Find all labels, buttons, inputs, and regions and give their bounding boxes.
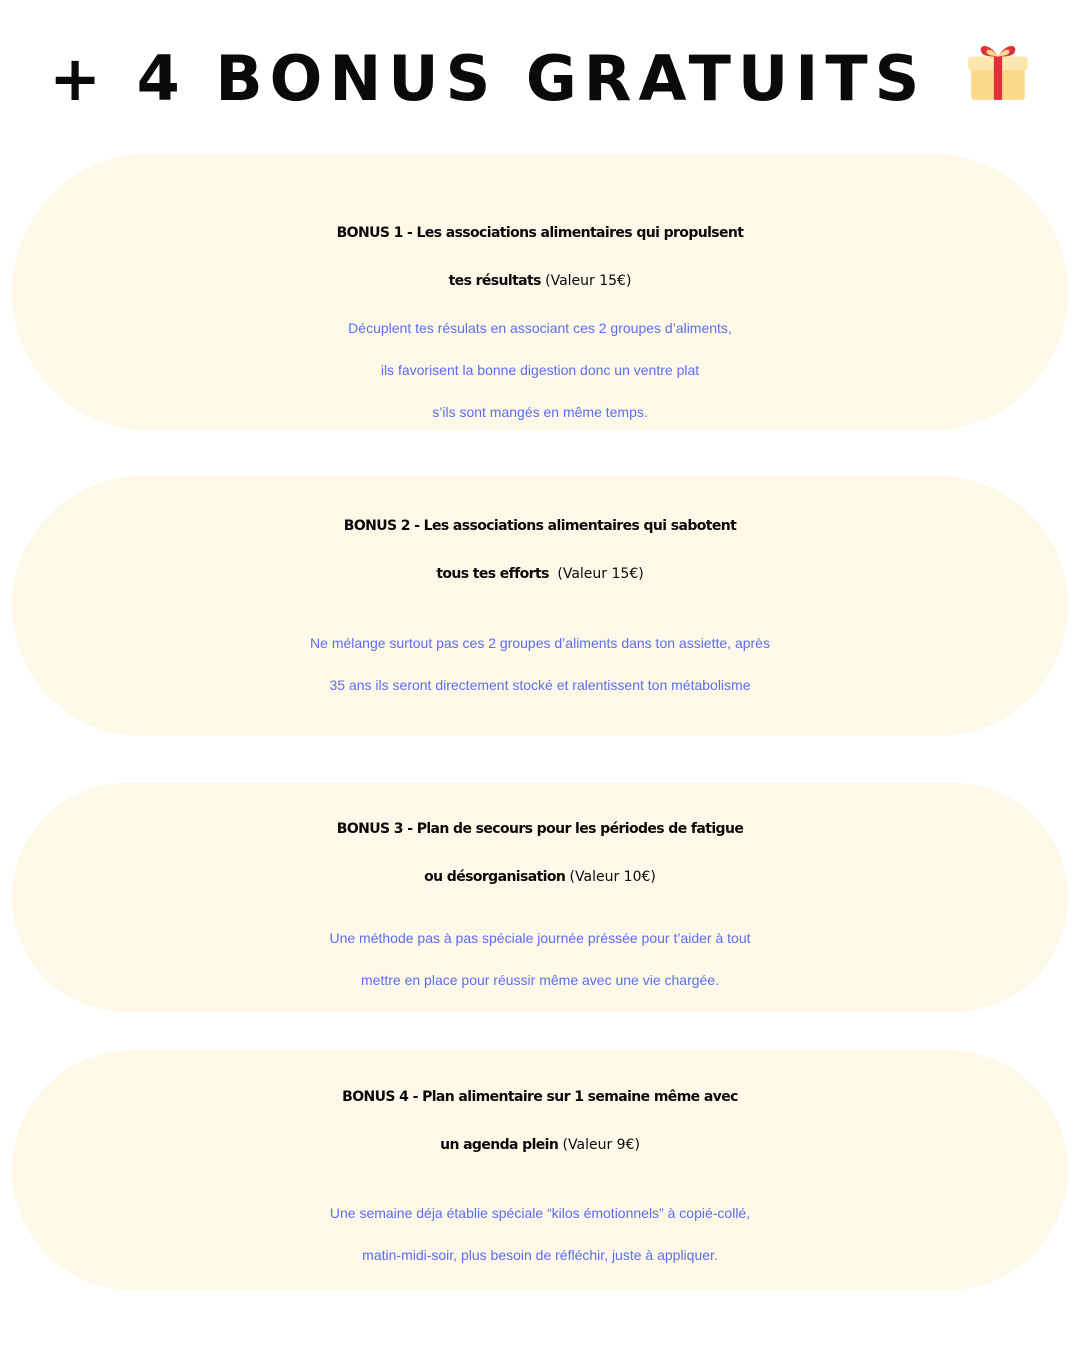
page-title-text: + 4 BONUS GRATUITS (49, 42, 927, 115)
bonus-description-line: ils favorisent la bonne digestion donc un ventre plat (380, 362, 700, 378)
bonus-value: (Valeur 15€) (557, 566, 644, 582)
bonus-description-line: matin-midi-soir, plus besoin de réfléchir, juste à appliquer. (362, 1247, 718, 1263)
gift-icon (965, 38, 1031, 104)
bonus-heading-line: tous tes efforts (436, 566, 549, 582)
bonus-heading-line: BONUS 4 - Plan alimentaire sur 1 semaine même avec (342, 1089, 738, 1105)
bonus-heading (12, 502, 1068, 598)
bonus-description (12, 622, 1068, 706)
bonus-value: (Valeur 15€) (545, 273, 632, 289)
bonus-value: (Valeur 10€) (569, 869, 656, 885)
bonus-value: (Valeur 9€) (562, 1137, 640, 1153)
bonus-description-line: mettre en place pour réussir même avec une vie chargée. (361, 972, 719, 988)
bonus-description-line: Une méthode pas à pas spéciale journée préssée pour t’aider à tout (329, 930, 751, 946)
bonus-card-4 (12, 1050, 1068, 1290)
bonus-card-3 (12, 783, 1068, 1012)
bonus-card-1 (12, 153, 1068, 431)
bonus-description (12, 307, 1068, 433)
bonus-description-line: Une semaine déja établie spéciale “kilos émotionnels” à copié-collé, (329, 1205, 751, 1221)
bonus-heading-line: BONUS 1 - Les associations alimentaires qui propulsent (336, 225, 744, 241)
bonus-description (12, 1192, 1068, 1276)
bonus-heading-line: un agenda plein (440, 1137, 559, 1153)
bonus-description-line: s’ils sont mangés en même temps. (432, 404, 648, 420)
bonus-heading (12, 209, 1068, 305)
bonus-description-line: Décuplent tes résulats en associant ces 2 groupes d’aliments, (348, 320, 732, 336)
bonus-heading (12, 1073, 1068, 1169)
bonus-heading-line: BONUS 3 - Plan de secours pour les périodes de fatigue (336, 821, 744, 837)
bonus-heading-line: tes résultats (448, 273, 541, 289)
bonus-heading-line: BONUS 2 - Les associations alimentaires qui sabotent (343, 518, 737, 534)
bonus-card-2 (12, 476, 1068, 736)
bonus-description-line: 35 ans ils seront directement stocké et ralentissent ton métabolisme (329, 677, 751, 693)
bonus-heading-line: ou désorganisation (424, 869, 566, 885)
bonus-description (12, 917, 1068, 1001)
bonus-description-line: Ne mélange surtout pas ces 2 groupes d’aliments dans ton assiette, après (310, 635, 770, 651)
bonus-heading (12, 805, 1068, 901)
page-title (0, 38, 1080, 119)
